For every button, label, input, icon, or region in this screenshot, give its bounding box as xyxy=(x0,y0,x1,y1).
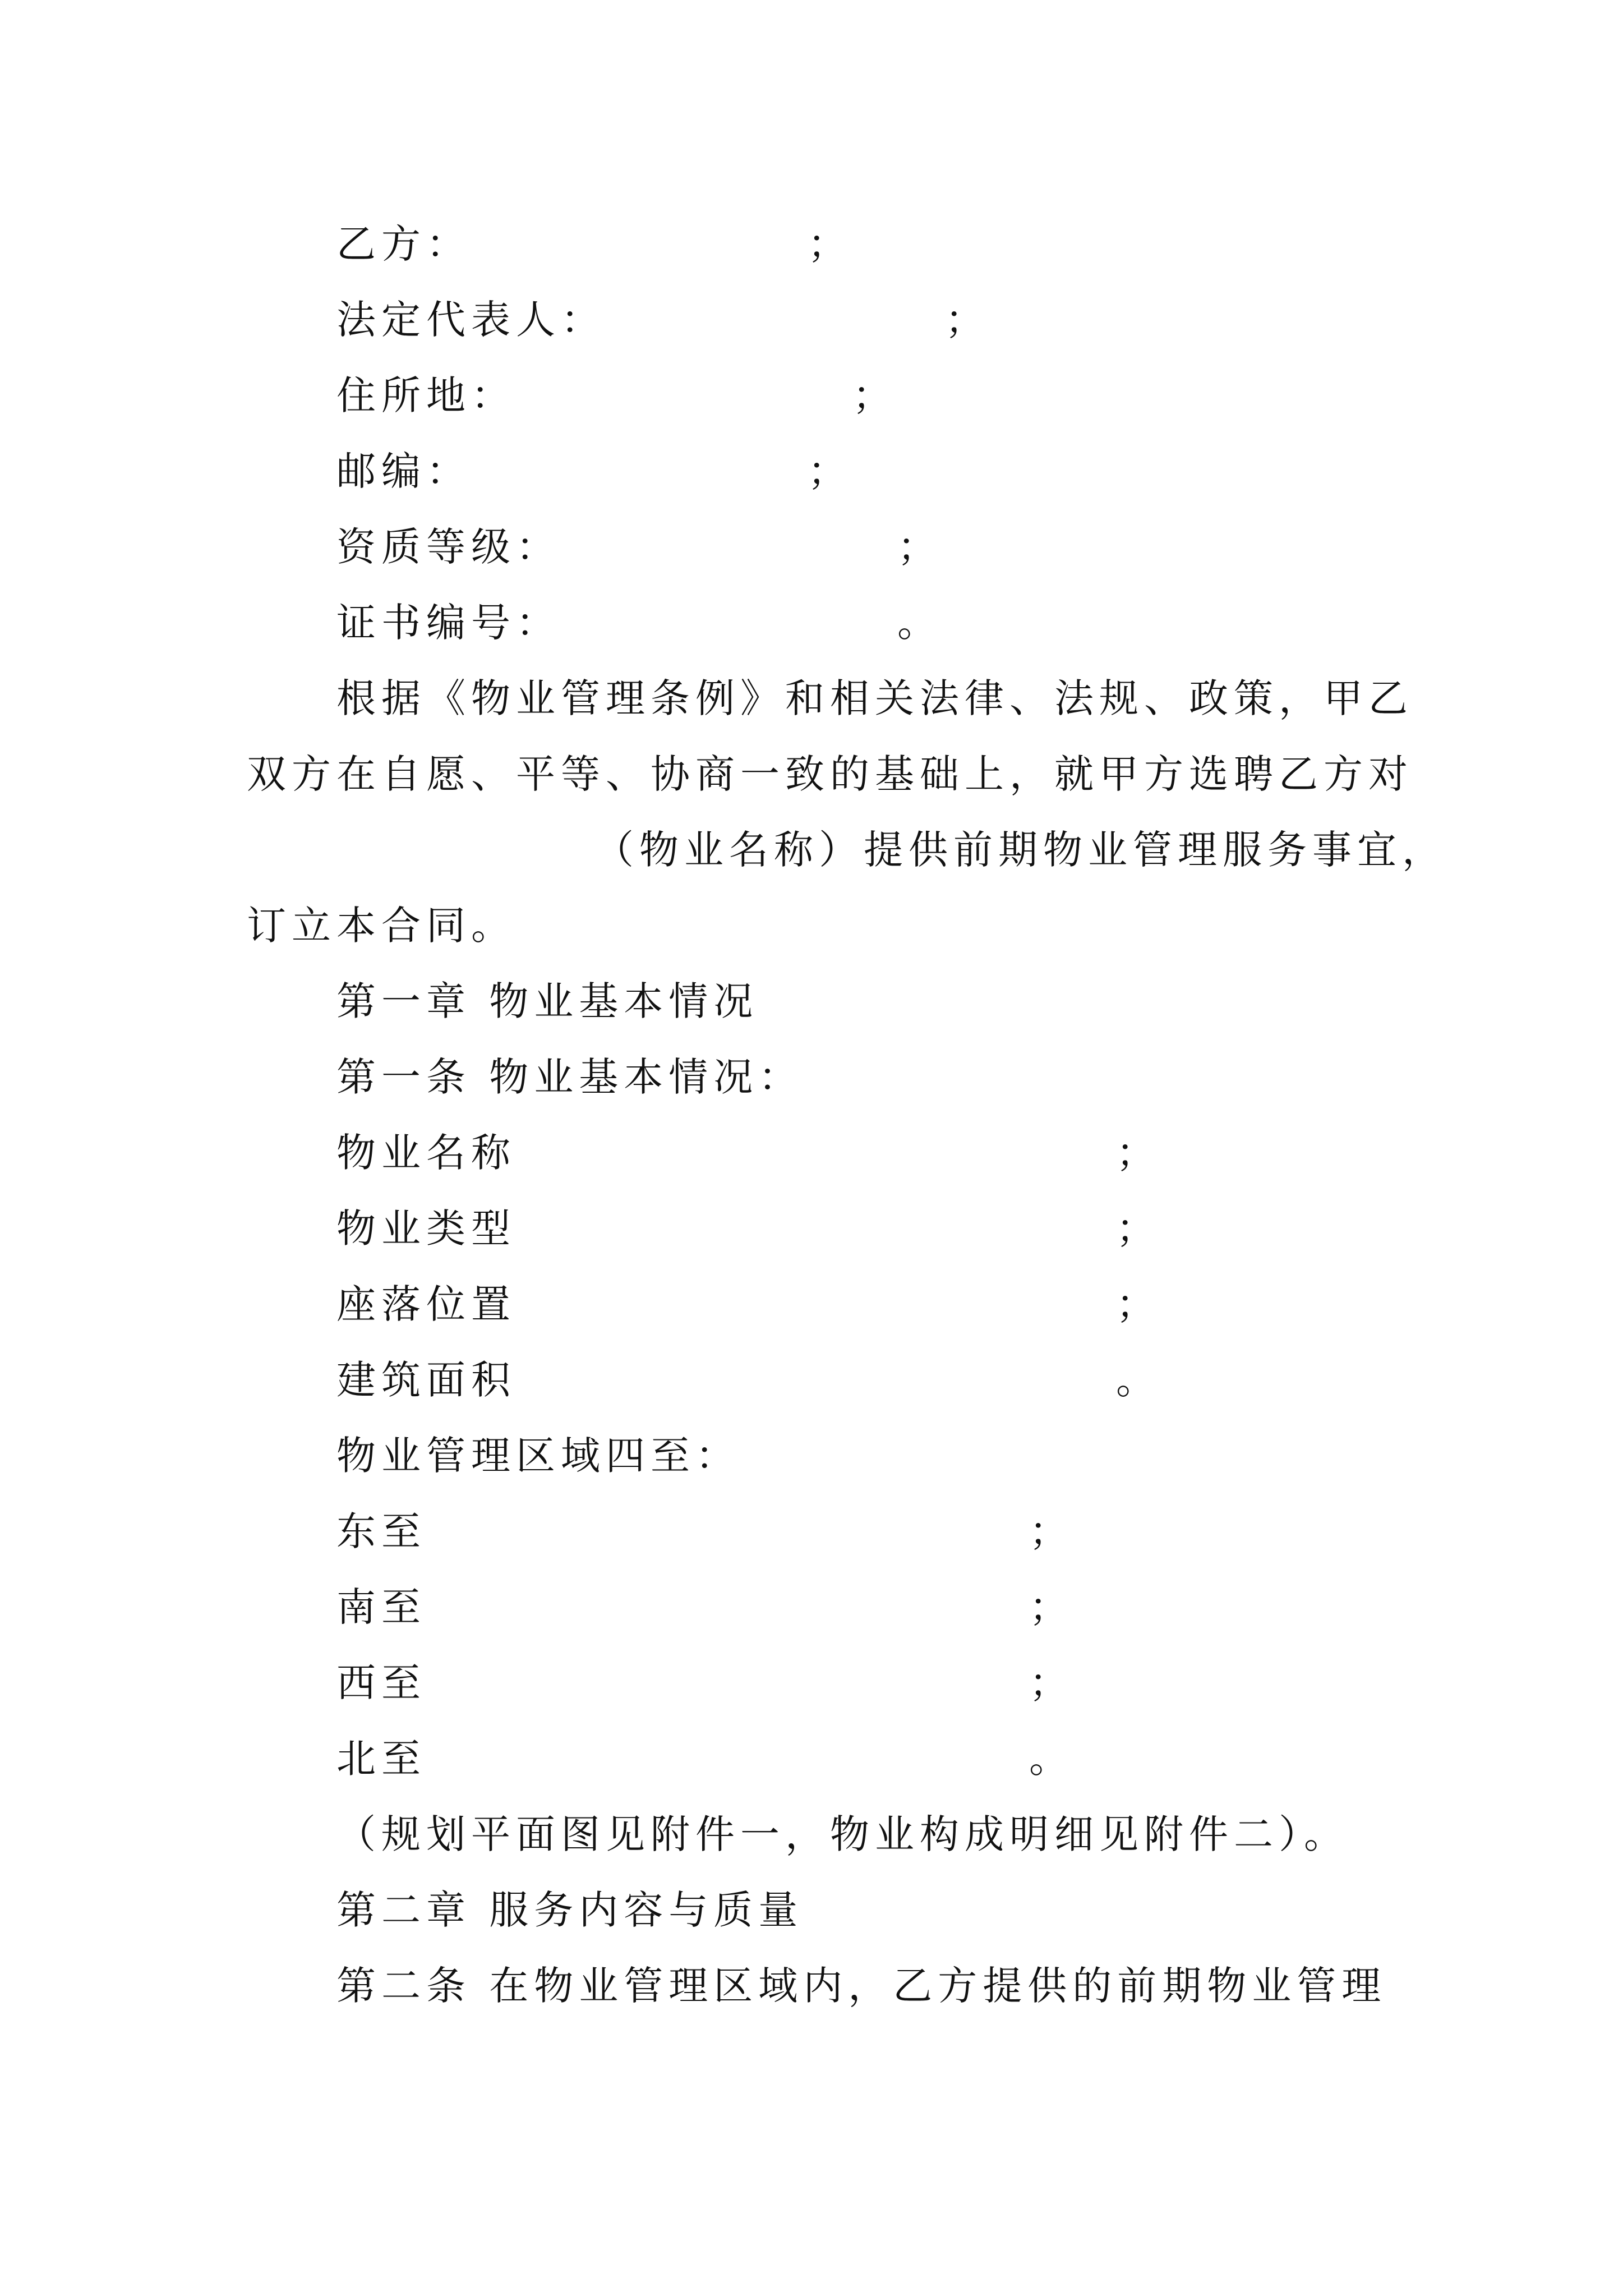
address-semicolon: ； xyxy=(852,372,892,418)
south-boundary-semicolon: ； xyxy=(1029,1584,1068,1630)
qualification-level-label: 资质等级： xyxy=(336,524,561,570)
address-label: 住所地： xyxy=(336,372,516,418)
east-boundary-semicolon: ； xyxy=(1029,1508,1068,1554)
property-name-label: 物业名称 xyxy=(336,1130,516,1176)
article-1-heading: 第一条 物业基本情况： xyxy=(336,1054,804,1100)
annex-note: （规划平面图见附件一，物业构成明细见附件二）。 xyxy=(336,1811,1349,1857)
west-boundary-label: 西至 xyxy=(336,1660,426,1706)
intro-paragraph-line-4: 订立本合同。 xyxy=(247,903,516,949)
building-area-label: 建筑面积 xyxy=(336,1357,516,1403)
intro-paragraph-line-1: 根据《物业管理条例》和相关法律、法规、政策，甲乙 xyxy=(336,675,1413,721)
certificate-number-label: 证书编号： xyxy=(336,600,561,646)
intro-paragraph-line-3: （物业名称）提供前期物业管理服务事宜， xyxy=(594,827,1447,873)
boundary-heading: 物业管理区域四至： xyxy=(336,1433,740,1479)
postcode-semicolon: ； xyxy=(808,448,847,494)
postcode-label: 邮编： xyxy=(336,448,471,494)
property-type-semicolon: ； xyxy=(1116,1205,1155,1251)
article-2-text: 第二条 在物业管理区域内，乙方提供的前期物业管理 xyxy=(336,1963,1387,2009)
certificate-number-period: 。 xyxy=(897,600,937,646)
intro-paragraph-line-2: 双方在自愿、平等、协商一致的基础上，就甲方选聘乙方对 xyxy=(247,751,1413,797)
party-b-semicolon: ； xyxy=(808,221,847,267)
property-type-label: 物业类型 xyxy=(336,1205,516,1251)
party-b-label: 乙方： xyxy=(336,221,471,267)
south-boundary-label: 南至 xyxy=(336,1584,426,1630)
legal-representative-label: 法定代表人： xyxy=(336,297,606,343)
east-boundary-label: 东至 xyxy=(336,1508,426,1554)
chapter-1-heading: 第一章 物业基本情况 xyxy=(336,978,759,1024)
property-location-semicolon: ； xyxy=(1116,1281,1155,1327)
building-area-period: 。 xyxy=(1116,1357,1155,1403)
property-location-label: 座落位置 xyxy=(336,1281,516,1327)
property-name-semicolon: ； xyxy=(1116,1130,1155,1176)
north-boundary-label: 北至 xyxy=(336,1736,426,1782)
qualification-level-semicolon: ； xyxy=(897,524,937,570)
legal-representative-semicolon: ； xyxy=(945,297,984,343)
north-boundary-period: 。 xyxy=(1029,1736,1068,1782)
chapter-2-heading: 第二章 服务内容与质量 xyxy=(336,1887,804,1933)
west-boundary-semicolon: ； xyxy=(1029,1660,1068,1706)
